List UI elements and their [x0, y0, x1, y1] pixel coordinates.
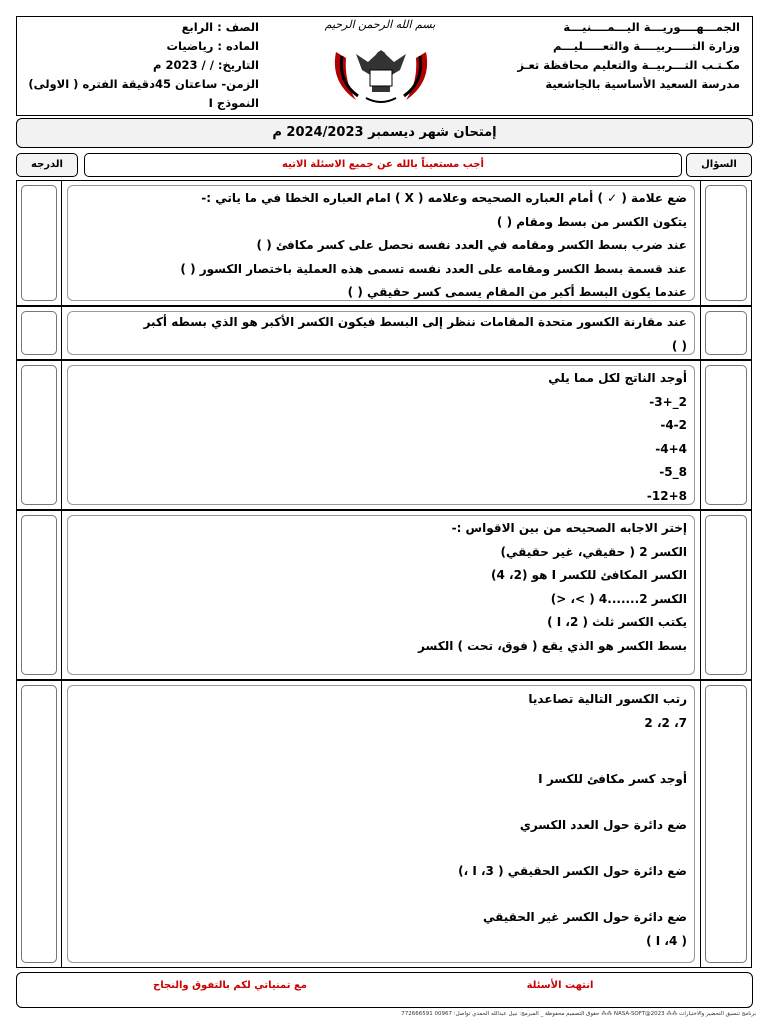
question-3-item: 4+4- — [655, 441, 687, 456]
end-of-questions: انتهت الأسئلة — [526, 980, 594, 991]
question-column-header: السؤال — [686, 153, 752, 177]
question-4-text — [77, 517, 687, 658]
school-info — [517, 18, 740, 94]
software-credit: برنامج تنسيق التحضير والاختبارات ⁂⁂ NASA-SOFT@2023 ⁂⁂ حقوق التصميم محفوظة _ المبرمج: نبيل عبدالله الحمدي تواصل: 00967 772666591 — [401, 1011, 756, 1017]
exam-info — [28, 18, 259, 113]
question-2 — [16, 306, 752, 360]
question-4-item: الكسر 2.......4 ( >، <) — [550, 591, 687, 606]
question-1 — [16, 180, 752, 306]
question-5-options: ( 4، I ) — [646, 934, 687, 948]
question-1-item: يتكون الكسر من بسط ومقام ( ) — [496, 214, 687, 229]
question-3-text — [77, 367, 687, 508]
question-3-item: 8_5- — [659, 465, 687, 479]
ministry-name: وزارة التـــــربيــــة والتعـــــليـــم — [552, 39, 740, 53]
question-2-text — [77, 311, 687, 358]
question-number-cell — [700, 511, 751, 679]
good-luck-message: مع تمنياتي لكم بالتفوق والنجاح — [152, 980, 307, 991]
question-4 — [16, 510, 752, 680]
question-1-text — [77, 187, 687, 305]
subject-label: الماده : رياضيات — [166, 39, 259, 53]
question-4-item: الكسر 2 ( حقيقي، غير حقيقي) — [500, 544, 687, 559]
question-5-item: ضع دائرة حول الكسر غير الحقيقي — [482, 910, 687, 924]
question-5-item: ضع دائرة حول الكسر الحقيقي ( 3، I ،) — [458, 864, 687, 878]
grade-label: الصف : الرابع — [181, 20, 259, 34]
question-3-title: أوجد الناتج لكل مما يلي — [548, 371, 687, 385]
question-3-item: 4-2- — [660, 418, 687, 432]
question-number-cell — [700, 681, 751, 967]
grade-cell[interactable] — [17, 681, 62, 967]
grade-cell[interactable] — [17, 181, 62, 305]
question-3 — [16, 360, 752, 510]
office-name: مكـتـب التـــربيــة والتعليم محافظة تعـز — [517, 58, 740, 72]
question-1-item: عندما يكون البسط أكبر من المقام يسمى كسر حقيقي ( ) — [347, 285, 687, 299]
grade-column-header: الدرجه — [16, 153, 78, 177]
question-3-item: 12+8- — [646, 488, 687, 503]
date-label: التاريخ: / / 2023 م — [153, 58, 259, 72]
grade-cell[interactable] — [17, 307, 62, 359]
question-4-item: الكسر المكافئ للكسر I هو (2، 4) — [491, 568, 687, 582]
question-4-item: بسط الكسر هو الذي يقع ( فوق، تحت ) الكسر — [418, 638, 687, 653]
question-5-fractions: 7، 2، 2 — [644, 716, 687, 730]
question-2-statement: عند مقارنة الكسور متحدة المقامات ننظر إلى البسط فيكون الكسر الأكبر هو الذي بسطه أكبر — [143, 315, 687, 329]
question-3-item: 2_+3- — [649, 394, 687, 409]
duration-label: الزمن- ساعتان 45دقيقة الفتره ( الاولى) — [28, 77, 259, 91]
grade-cell[interactable] — [17, 511, 62, 679]
exam-title: إمتحان شهر ديسمبر 2024/2023 م — [16, 118, 753, 148]
grade-cell[interactable] — [17, 361, 62, 509]
question-number-cell — [700, 361, 751, 509]
question-1-instruction: ضع علامة ( ✓ ) أمام العباره الصحيحه وعلامه ( X ) امام العباره الخطا في ما ياتي :- — [201, 191, 687, 205]
country-name: الجمـــهــــوريـــة اليـــمــــنيـــة — [563, 20, 740, 34]
question-5-item: أوجد كسر مكافئ للكسر I — [538, 772, 687, 786]
school-name: مدرسة السعيد الأساسية بالجاشعية — [545, 77, 740, 91]
question-5-item: رتب الكسور التالية تصاعديا — [528, 692, 687, 706]
question-2-answer-box: ( ) — [671, 338, 687, 353]
model-label: النموذج I — [208, 96, 259, 110]
question-1-item: عند قسمة بسط الكسر ومقامه على العدد نفسه تسمى هذه العملية باختصار الكسور ( ) — [180, 261, 687, 276]
question-4-item: يكتب الكسر ثلث ( 2، I ) — [547, 615, 687, 629]
question-1-item: عند ضرب بسط الكسر ومقامه في العدد نفسه نحصل على كسر مكافئ ( ) — [256, 238, 687, 252]
question-5-item: ضع دائرة حول العدد الكسري — [519, 818, 687, 832]
question-4-instruction: إختر الاجابه الصحيحه من بين الاقواس :- — [451, 521, 687, 535]
bismillah-calligraphy: بسم الله الرحمن الرحيم — [324, 18, 436, 31]
yemen-emblem-icon — [326, 42, 436, 108]
question-number-cell — [700, 307, 751, 359]
question-5 — [16, 680, 752, 968]
question-5-text — [77, 687, 687, 953]
question-number-cell — [700, 181, 751, 305]
instruction-banner: أجب مستعيناً بالله عن جميع الاسئلة الاتيه — [84, 153, 682, 177]
